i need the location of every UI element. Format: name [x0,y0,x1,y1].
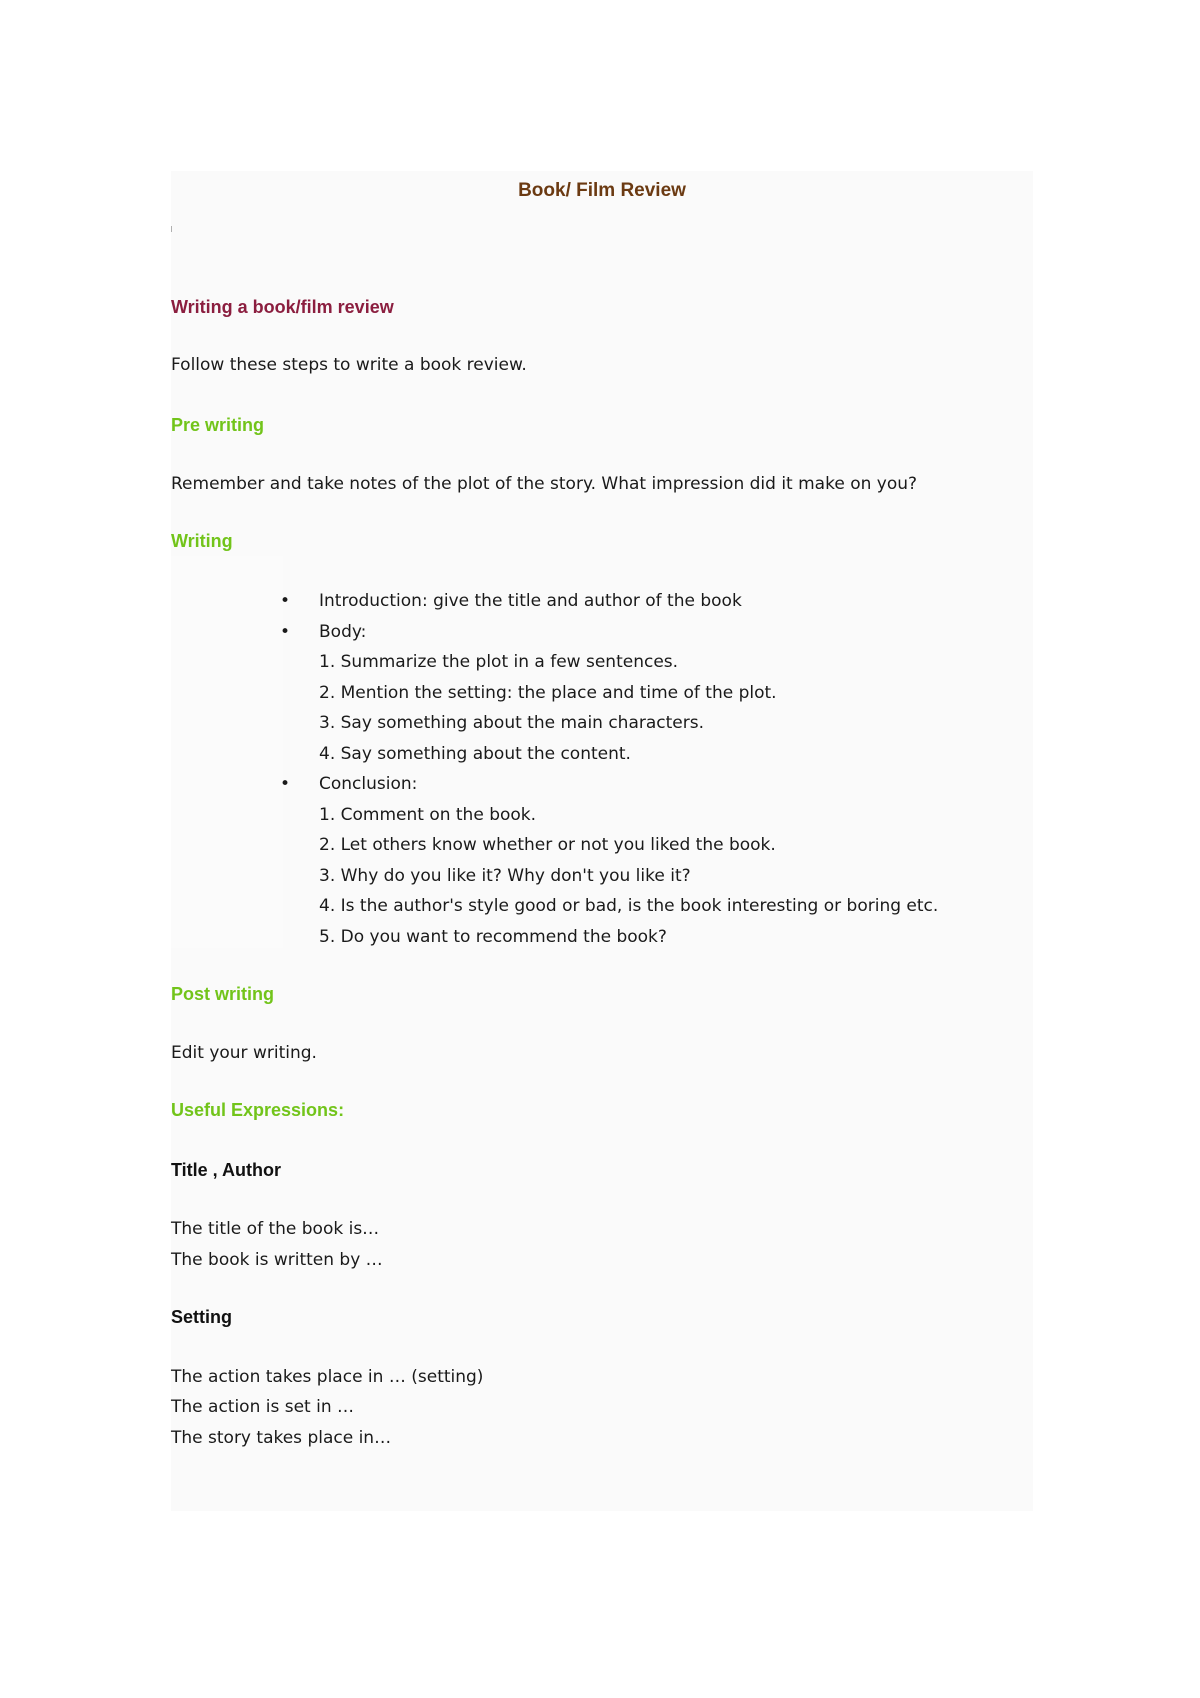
writing-heading: Writing [171,531,233,551]
writing-conclusion-label: Conclusion: [319,774,418,794]
conclusion-step: 3. Why do you like it? Why don't you like it? [319,866,691,886]
section-heading: Writing a book/film review [171,297,394,317]
pre-writing-text: Remember and take notes of the plot of the story. What impression did it make on you? [171,474,918,494]
conclusion-step: 4. Is the author's style good or bad, is the book interesting or boring etc. [319,896,939,916]
writing-body-label: Body: [319,622,367,642]
body-step: 2. Mention the setting: the place and time of the plot. [319,683,777,703]
title-author-heading: Title , Author [171,1160,281,1180]
bullet-icon: • [280,774,291,794]
body-step: 4. Say something about the content. [319,744,631,764]
conclusion-step: 2. Let others know whether or not you liked the book. [319,835,776,855]
document-title: Book/ Film Review [518,180,686,201]
writing-introduction: Introduction: give the title and author of the book [319,591,742,611]
bullet-icon: • [280,591,291,611]
expression-line: The action is set in … [171,1397,355,1417]
post-writing-text: Edit your writing. [171,1043,317,1063]
conclusion-step: 1. Comment on the book. [319,805,537,825]
bullet-icon: • [280,622,291,642]
body-step: 1. Summarize the plot in a few sentences. [319,652,679,672]
expression-line: The story takes place in… [171,1428,392,1448]
expression-line: The book is written by … [171,1250,383,1270]
expression-line: The action takes place in … (setting) [171,1367,484,1387]
post-writing-heading: Post writing [171,984,274,1004]
conclusion-step: 5. Do you want to recommend the book? [319,927,667,947]
pre-writing-heading: Pre writing [171,415,265,435]
writing-list-margin [171,556,283,948]
setting-heading: Setting [171,1307,232,1327]
intro-text: Follow these steps to write a book review. [171,355,527,375]
useful-expressions-heading: Useful Expressions: [171,1100,345,1120]
stray-mark [171,226,172,232]
body-step: 3. Say something about the main characters. [319,713,705,733]
expression-line: The title of the book is… [171,1219,380,1239]
